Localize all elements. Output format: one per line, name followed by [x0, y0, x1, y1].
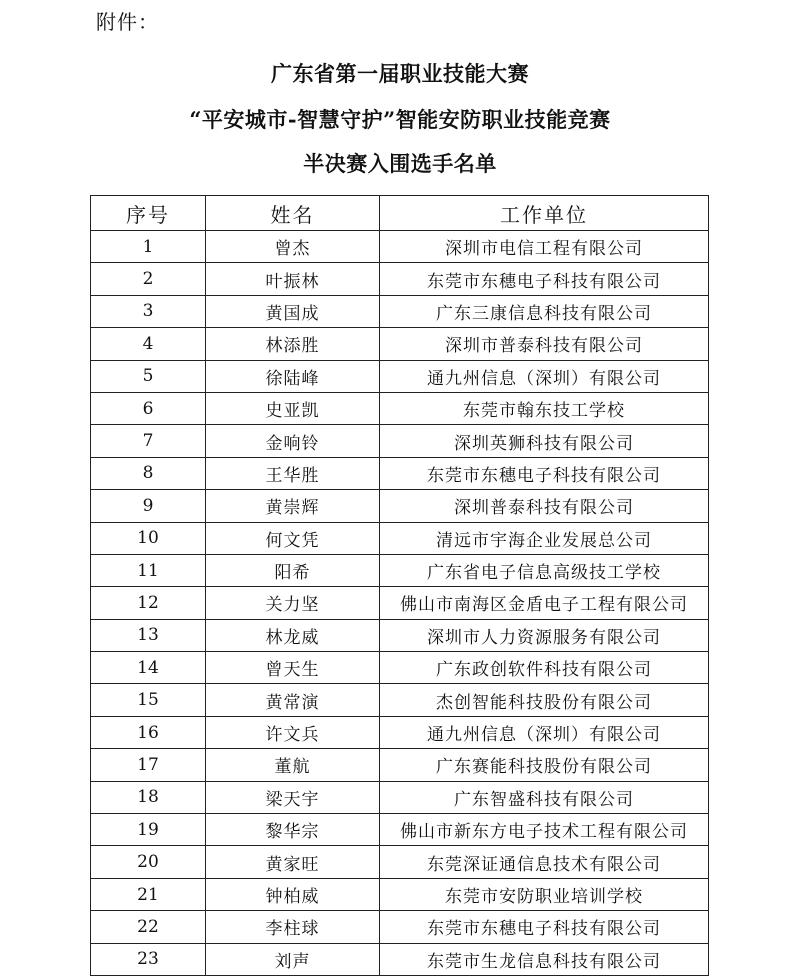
semifinalist-table	[90, 195, 709, 976]
document-title-list: 半决赛入围选手名单	[303, 151, 497, 176]
cell-organization: 佛山市南海区金盾电子工程有限公司	[380, 587, 709, 619]
table-row	[91, 392, 709, 424]
cell-number: 12	[91, 587, 206, 619]
cell-organization: 东莞市生龙信息科技有限公司	[380, 943, 709, 975]
cell-number: 11	[91, 554, 206, 586]
table-row	[91, 328, 709, 360]
cell-number: 4	[91, 328, 206, 360]
cell-number: 16	[91, 716, 206, 748]
table-row	[91, 943, 709, 975]
cell-name: 黎华宗	[206, 814, 380, 846]
cell-number: 7	[91, 425, 206, 457]
cell-organization: 通九州信息（深圳）有限公司	[380, 716, 709, 748]
cell-name: 董航	[206, 749, 380, 781]
cell-organization: 广东三康信息科技有限公司	[380, 295, 709, 327]
cell-number: 6	[91, 392, 206, 424]
cell-number: 5	[91, 360, 206, 392]
cell-number: 10	[91, 522, 206, 554]
header-organization: 工作单位	[380, 196, 709, 231]
cell-name: 金响铃	[206, 425, 380, 457]
cell-number: 22	[91, 911, 206, 943]
cell-number: 20	[91, 846, 206, 878]
cell-number: 3	[91, 295, 206, 327]
cell-name: 叶振林	[206, 263, 380, 295]
table-row	[91, 554, 709, 586]
cell-name: 许文兵	[206, 716, 380, 748]
table-header-row	[91, 196, 709, 231]
cell-number: 13	[91, 619, 206, 651]
cell-organization: 东莞市安防职业培训学校	[380, 878, 709, 910]
cell-organization: 东莞市东穗电子科技有限公司	[380, 911, 709, 943]
cell-organization: 清远市宇海企业发展总公司	[380, 522, 709, 554]
cell-name: 梁天宇	[206, 781, 380, 813]
cell-number: 23	[91, 943, 206, 975]
cell-name: 黄家旺	[206, 846, 380, 878]
cell-number: 1	[91, 231, 206, 263]
cell-organization: 深圳英狮科技有限公司	[380, 425, 709, 457]
cell-number: 8	[91, 457, 206, 489]
table-row	[91, 263, 709, 295]
table-row	[91, 619, 709, 651]
cell-number: 19	[91, 814, 206, 846]
table-row	[91, 295, 709, 327]
cell-name: 刘声	[206, 943, 380, 975]
cell-organization: 东莞市翰东技工学校	[380, 392, 709, 424]
cell-organization: 东莞市东穗电子科技有限公司	[380, 457, 709, 489]
cell-organization: 东莞深证通信息技术有限公司	[380, 846, 709, 878]
cell-organization: 广东赛能科技股份有限公司	[380, 749, 709, 781]
cell-number: 18	[91, 781, 206, 813]
header-name: 姓名	[206, 196, 380, 231]
cell-organization: 深圳普泰科技有限公司	[380, 490, 709, 522]
cell-organization: 深圳市人力资源服务有限公司	[380, 619, 709, 651]
cell-organization: 广东智盛科技有限公司	[380, 781, 709, 813]
cell-name: 李柱球	[206, 911, 380, 943]
table-row	[91, 360, 709, 392]
cell-name: 林龙威	[206, 619, 380, 651]
cell-name: 林添胜	[206, 328, 380, 360]
cell-organization: 深圳市普泰科技有限公司	[380, 328, 709, 360]
cell-organization: 广东省电子信息高级技工学校	[380, 554, 709, 586]
cell-name: 史亚凯	[206, 392, 380, 424]
table-row	[91, 652, 709, 684]
cell-organization: 深圳市电信工程有限公司	[380, 231, 709, 263]
table-row	[91, 749, 709, 781]
table-row	[91, 490, 709, 522]
cell-name: 曾天生	[206, 652, 380, 684]
table-row	[91, 846, 709, 878]
cell-name: 黄崇辉	[206, 490, 380, 522]
cell-organization: 佛山市新东方电子技术工程有限公司	[380, 814, 709, 846]
cell-number: 14	[91, 652, 206, 684]
table-row	[91, 522, 709, 554]
table-row	[91, 781, 709, 813]
cell-number: 17	[91, 749, 206, 781]
cell-number: 15	[91, 684, 206, 716]
cell-organization: 广东政创软件科技有限公司	[380, 652, 709, 684]
table-row	[91, 911, 709, 943]
cell-name: 阳希	[206, 554, 380, 586]
cell-name: 曾杰	[206, 231, 380, 263]
table-row	[91, 457, 709, 489]
attachment-label: 附件：	[96, 10, 159, 34]
cell-number: 9	[91, 490, 206, 522]
cell-name: 何文凭	[206, 522, 380, 554]
cell-organization: 通九州信息（深圳）有限公司	[380, 360, 709, 392]
cell-name: 钟柏威	[206, 878, 380, 910]
cell-number: 2	[91, 263, 206, 295]
cell-name: 王华胜	[206, 457, 380, 489]
cell-name: 关力坚	[206, 587, 380, 619]
document-title-competition: 广东省第一届职业技能大赛	[271, 61, 529, 86]
header-number: 序号	[91, 196, 206, 231]
cell-name: 黄常演	[206, 684, 380, 716]
table-row	[91, 878, 709, 910]
table-body	[91, 231, 709, 976]
cell-name: 黄国成	[206, 295, 380, 327]
table-row	[91, 231, 709, 263]
cell-name: 徐陆峰	[206, 360, 380, 392]
cell-number: 21	[91, 878, 206, 910]
table-row	[91, 684, 709, 716]
cell-organization: 东莞市东穗电子科技有限公司	[380, 263, 709, 295]
table-row	[91, 587, 709, 619]
document-title-event: “平安城市-智慧守护”智能安防职业技能竞赛	[189, 107, 611, 132]
table-row	[91, 716, 709, 748]
cell-organization: 杰创智能科技股份有限公司	[380, 684, 709, 716]
table-row	[91, 425, 709, 457]
table-row	[91, 814, 709, 846]
